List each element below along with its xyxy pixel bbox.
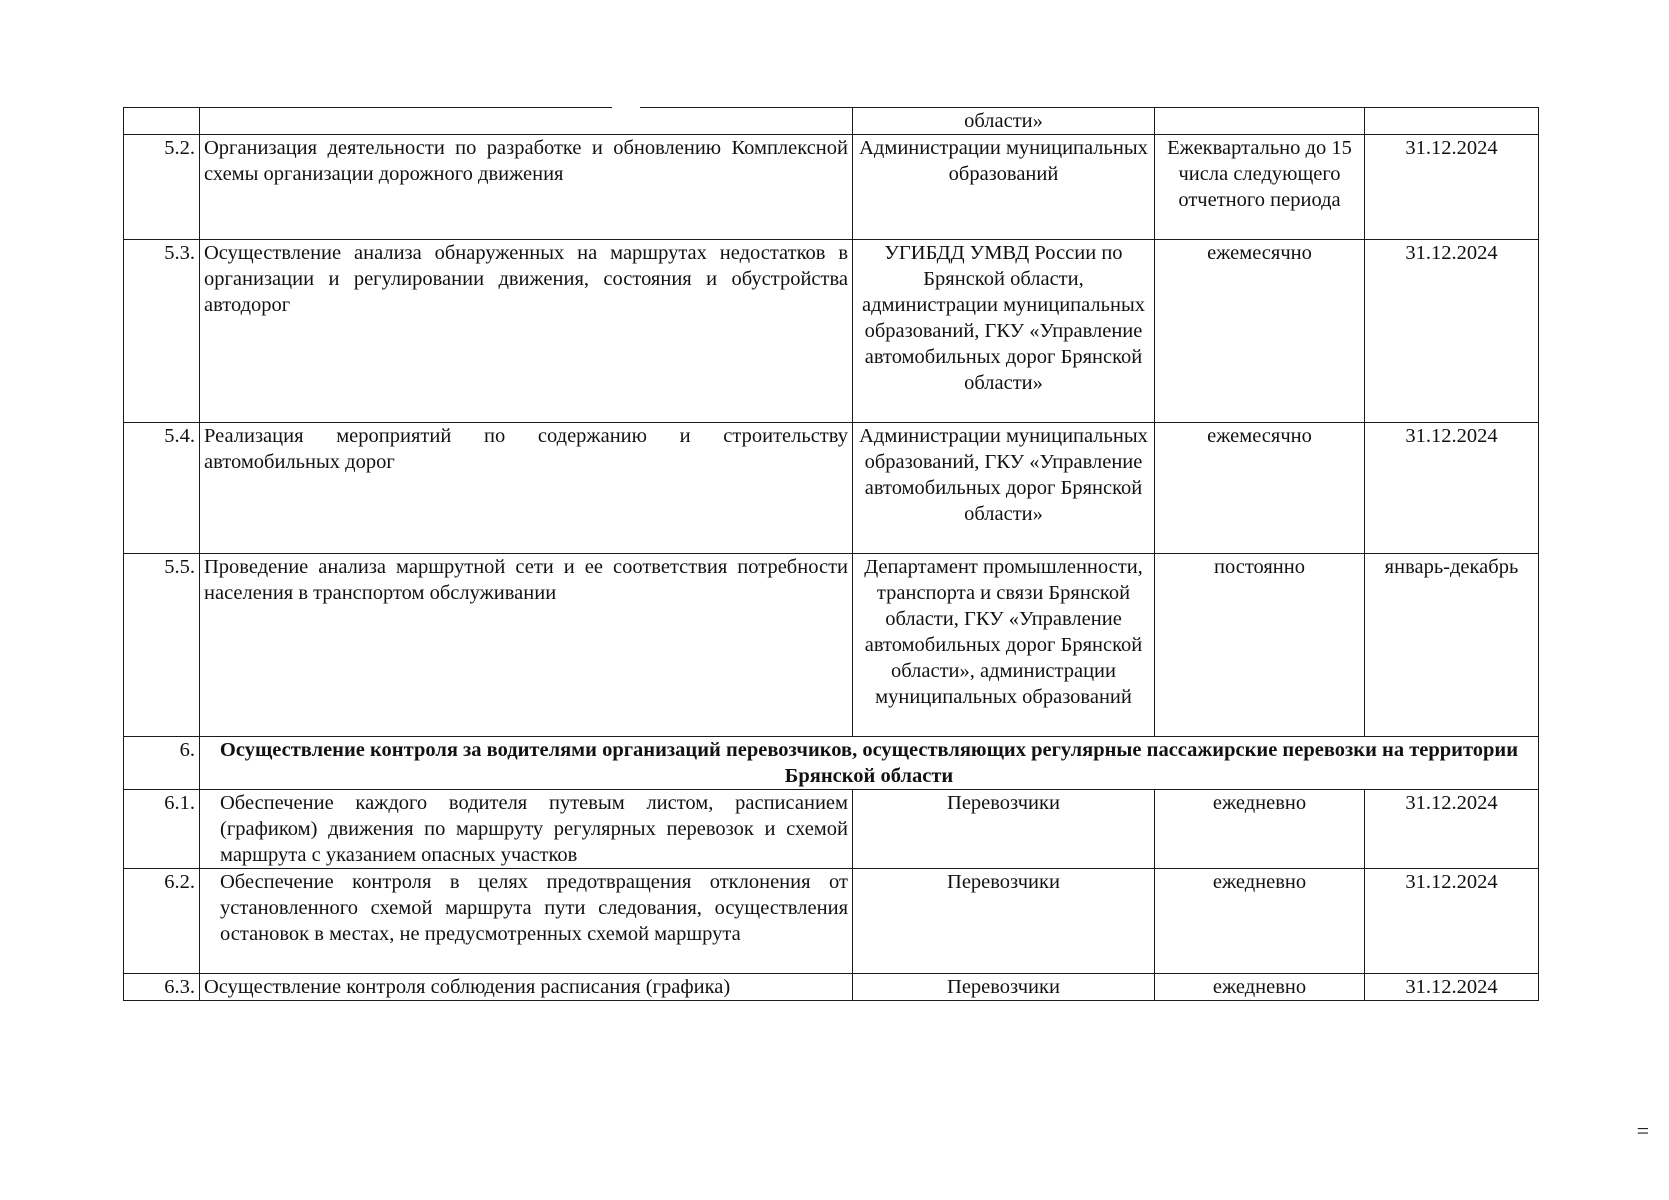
cell-num: 6.3. [124, 974, 200, 1001]
cell-num: 6.2. [124, 869, 200, 974]
cell-frequency: Ежеквартально до 15 числа следующего отчетного периода [1155, 135, 1365, 240]
table-row [124, 240, 1539, 423]
cell-num: 6.1. [124, 790, 200, 869]
cell-responsible: УГИБДД УМВД России по Брянской области, администрации муниципальных образований, ГКУ «Управление автомобильных дорог Брянской области» [853, 240, 1155, 423]
section-num: 6. [124, 737, 200, 790]
table-row [124, 974, 1539, 1001]
cell-deadline: 31.12.2024 [1365, 423, 1539, 554]
cell-activity: Обеспечение контроля в целях предотвращения отклонения от установленного схемой маршрута пути следования, осуществления остановок в местах, не предусмотренных схемой маршрута [200, 869, 853, 974]
cell-activity: Осуществление контроля соблюдения расписания (графика) [200, 974, 853, 1001]
table-row [124, 135, 1539, 240]
cell-responsible: Администрации муниципальных образований [853, 135, 1155, 240]
cell-frequency: ежедневно [1155, 790, 1365, 869]
cell-frequency: ежедневно [1155, 974, 1365, 1001]
cell-activity: Обеспечение каждого водителя путевым листом, расписанием (графиком) движения по маршруту регулярных перевозок и схемой маршрута с указанием опасных участков [200, 790, 853, 869]
cell-deadline: 31.12.2024 [1365, 869, 1539, 974]
cell-num: 5.4. [124, 423, 200, 554]
section-title: Осуществление контроля за водителями организаций перевозчиков, осуществляющих регулярные пассажирские перевозки на территории Брянской области [200, 737, 1539, 790]
cell-frequency [1155, 108, 1365, 135]
cell-frequency: ежемесячно [1155, 240, 1365, 423]
cell-responsible: Перевозчики [853, 974, 1155, 1001]
cell-num: 5.2. [124, 135, 200, 240]
border-gap [612, 104, 640, 110]
cell-frequency: ежемесячно [1155, 423, 1365, 554]
cell-responsible: Перевозчики [853, 869, 1155, 974]
cell-activity: Осуществление анализа обнаруженных на маршрутах недостатков в организации и регулировании движения, состояния и обустройства автодорог [200, 240, 853, 423]
cell-deadline: 31.12.2024 [1365, 790, 1539, 869]
cell-responsible: области» [853, 108, 1155, 135]
cell-activity [200, 108, 853, 135]
table-row [124, 869, 1539, 974]
cell-deadline: 31.12.2024 [1365, 974, 1539, 1001]
cell-responsible: Департамент промышленности, транспорта и связи Брянской области, ГКУ «Управление автомобильных дорог Брянской области», администрации муниципальных образований [853, 554, 1155, 737]
cell-activity: Проведение анализа маршрутной сети и ее соответствия потребности населения в транспортом обслуживании [200, 554, 853, 737]
cell-activity: Организация деятельности по разработке и обновлению Комплексной схемы организации дорожного движения [200, 135, 853, 240]
table-row [124, 423, 1539, 554]
cell-responsible: Администрации муниципальных образований, ГКУ «Управление автомобильных дорог Брянской области» [853, 423, 1155, 554]
cell-deadline: январь-декабрь [1365, 554, 1539, 737]
table-row [124, 790, 1539, 869]
cell-deadline: 31.12.2024 [1365, 135, 1539, 240]
section-row [124, 737, 1539, 790]
cell-num: 5.5. [124, 554, 200, 737]
page-mark: = [1636, 1118, 1647, 1143]
cell-frequency: ежедневно [1155, 869, 1365, 974]
table-row [124, 108, 1539, 135]
measures-table [123, 107, 1539, 1001]
cell-responsible: Перевозчики [853, 790, 1155, 869]
cell-activity: Реализация мероприятий по содержанию и строительству автомобильных дорог [200, 423, 853, 554]
cell-deadline: 31.12.2024 [1365, 240, 1539, 423]
cell-deadline [1365, 108, 1539, 135]
table-row [124, 554, 1539, 737]
cell-frequency: постоянно [1155, 554, 1365, 737]
cell-num: 5.3. [124, 240, 200, 423]
cell-num [124, 108, 200, 135]
